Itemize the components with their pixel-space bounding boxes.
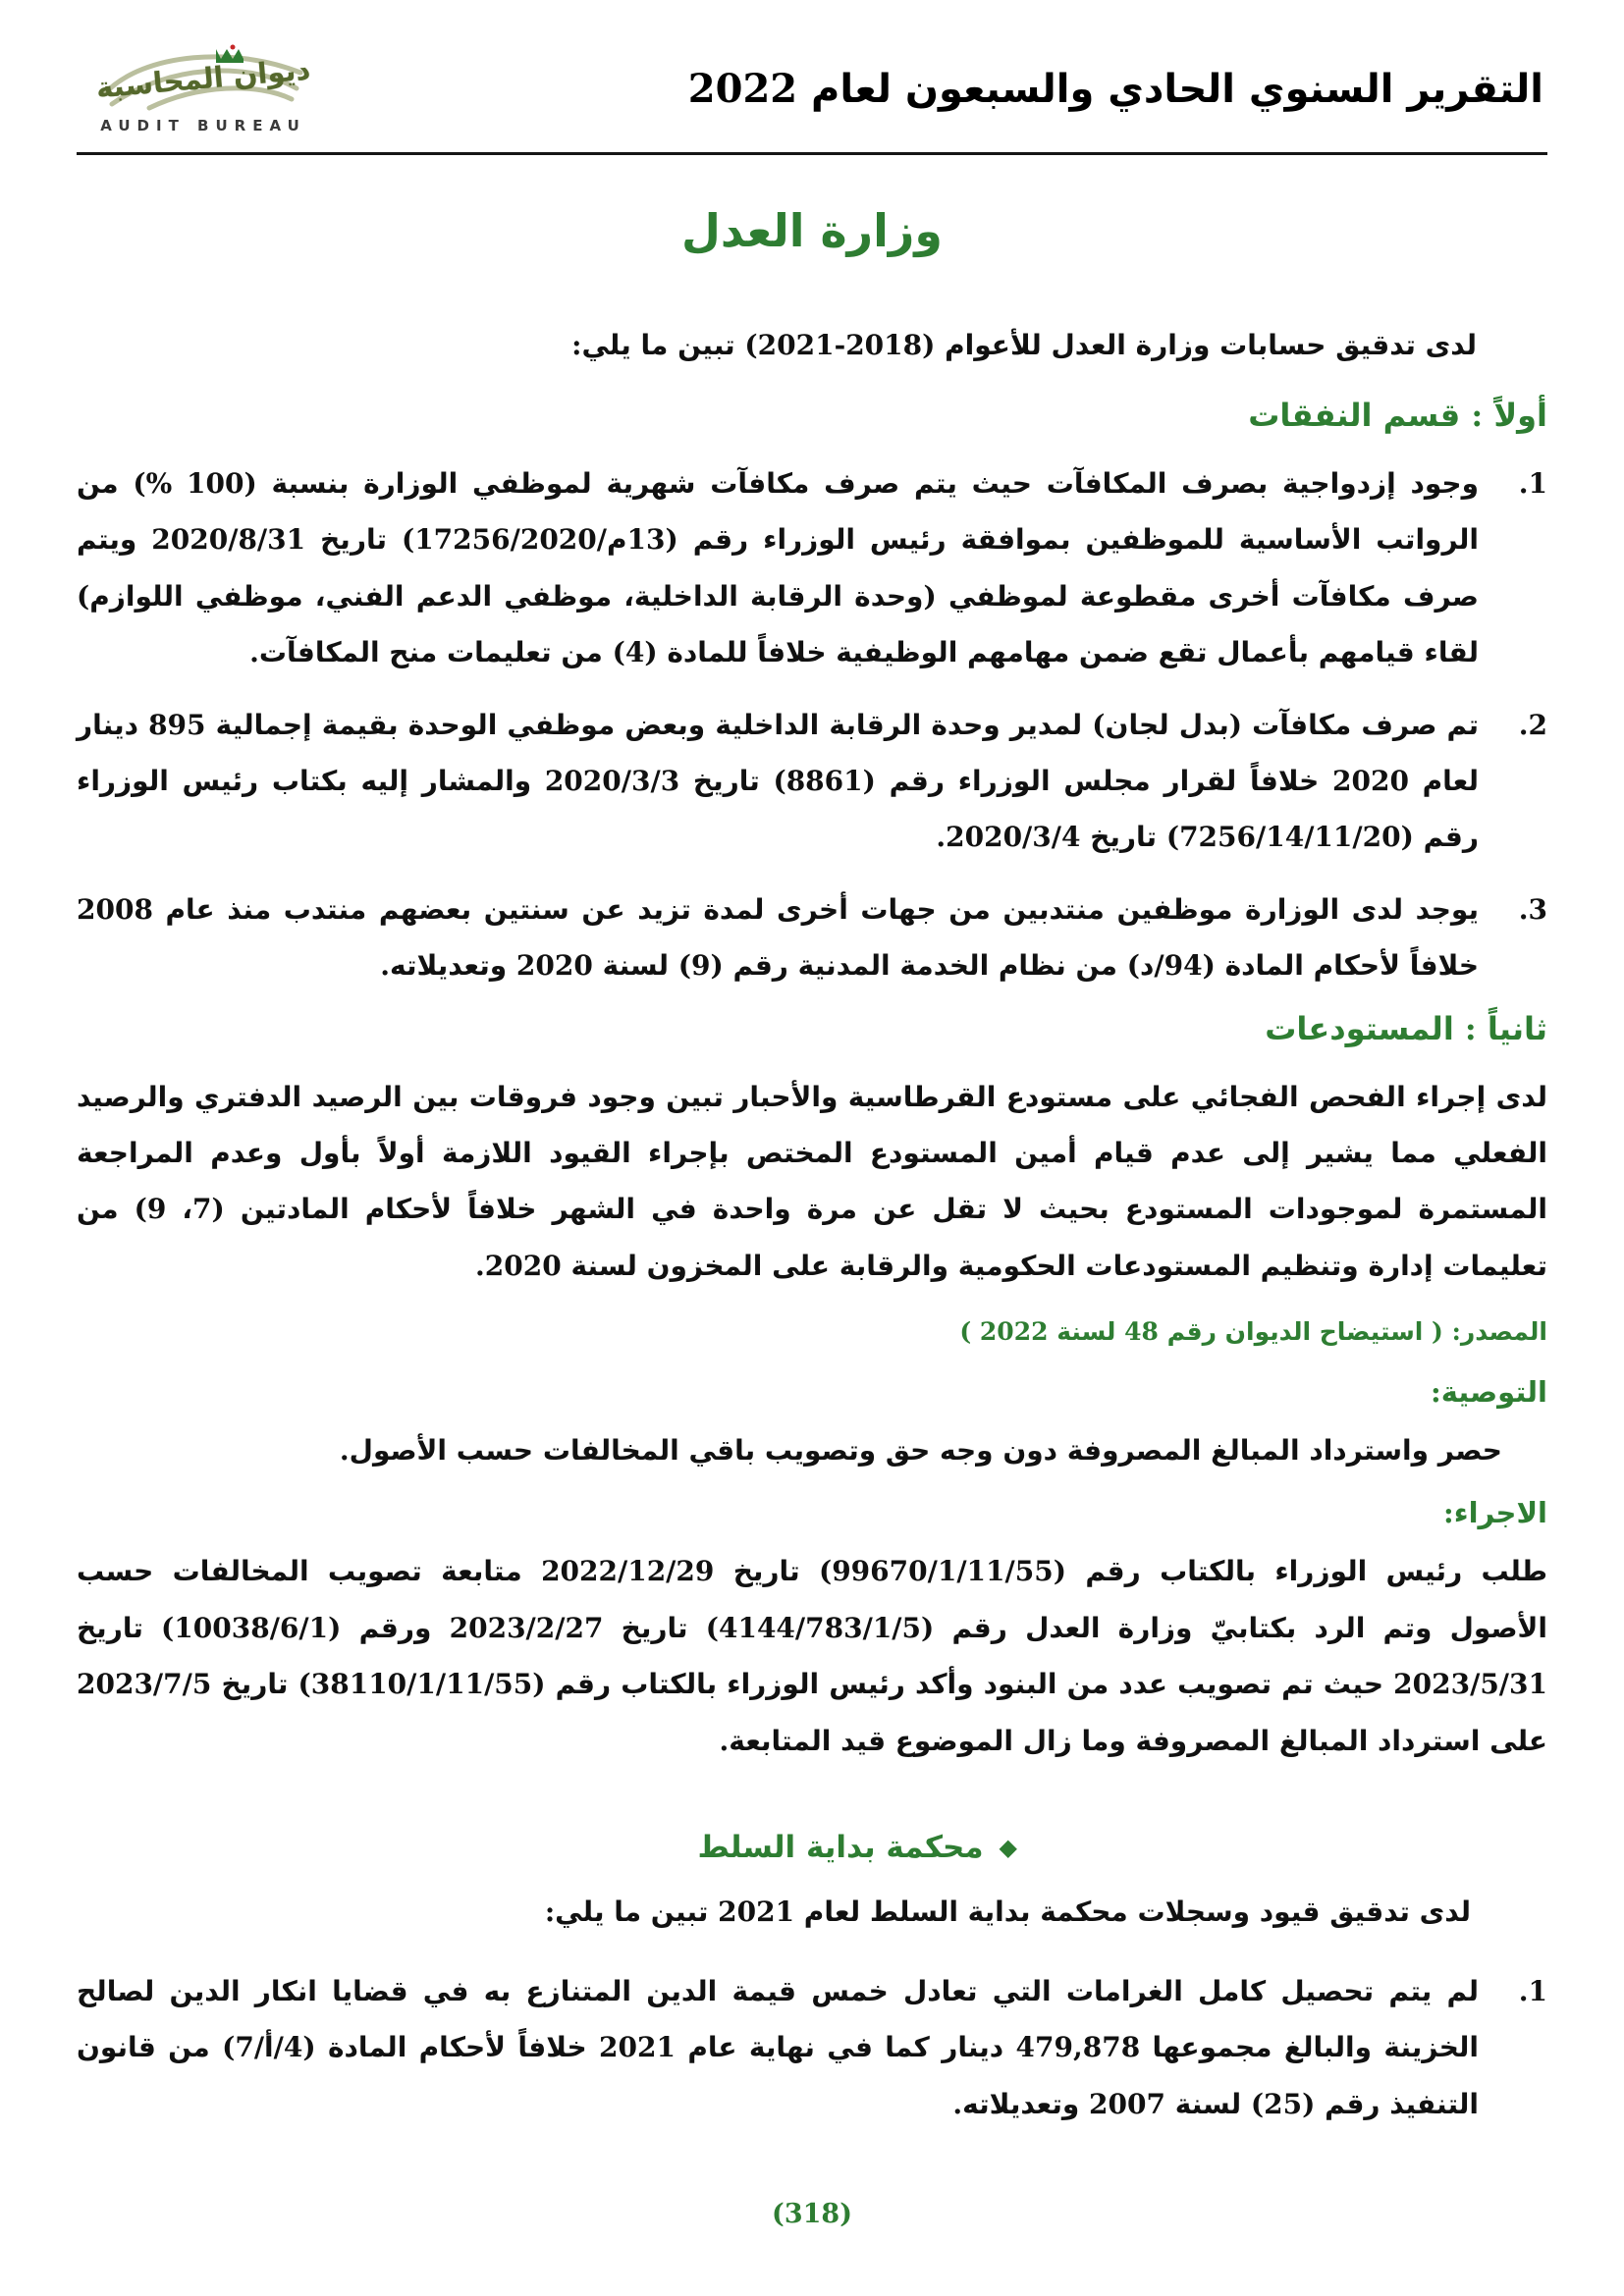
finding-item [77, 1963, 1547, 2132]
source-line: المصدر: ( استيضاح الديوان رقم 48 لسنة 2022 ) [959, 1317, 1547, 1347]
court-findings-list [77, 1963, 1547, 2132]
document-body [77, 204, 1547, 2132]
audit-bureau-logo [81, 43, 326, 134]
diamond-bullet-icon: ◆ [999, 1834, 1017, 1862]
finding-item [77, 697, 1547, 866]
finding-item [77, 455, 1547, 681]
item-number: 3. [1518, 892, 1547, 926]
item-number: 1. [1518, 467, 1547, 500]
item-text: وجود إزدواجية بصرف المكافآت حيث يتم صرف مكافآت شهرية لموظفي الوزارة بنسبة (100 %) من الرواتب الأساسية للموظفين بموافقة رئيس الوزراء رقم (13م/17256/2020) تاريخ 2020/8/31 ويتم صرف مكافآت أخرى مقطوعة لموظفي (وحدة الرقابة الداخلية، موظفي الدعم الفني، موظفي اللوازم) لقاء قيامهم بأعمال تقع ضمن مهامهم الوظيفية خلافاً للمادة (4) من تعليمات منح المكافآت. [77, 467, 1479, 669]
court-intro-paragraph: لدى تدقيق قيود وسجلات محكمة بداية السلط لعام 2021 تبين ما يلي: [544, 1896, 1471, 1929]
item-text: تم صرف مكافآت (بدل لجان) لمدير وحدة الرقابة الداخلية وبعض موظفي الوحدة بقيمة إجمالية 895 دينار لعام 2020 خلافاً لقرار مجلس الوزراء رقم (8861) تاريخ 2020/3/3 والمشار إليه بكتاب رئيس الوزراء رقم (7256/14/11/20) تاريخ 2020/3/4. [77, 708, 1480, 854]
finding-item [77, 881, 1547, 994]
page-title: وزارة العدل [681, 204, 943, 257]
page-header [77, 43, 1547, 155]
section-expenses-heading: أولاً : قسم النفقات [1248, 397, 1547, 434]
logo-calligraphy [90, 43, 316, 114]
item-text: لم يتم تحصيل كامل الغرامات التي تعادل خمس قيمة الدين المتنازع به في قضايا انكار الدين لصالح الخزينة والبالغ مجموعها 479,878 دينار كما في نهاية عام 2021 خلافاً لأحكام المادة (4/أ/7) من قانون التنفيذ رقم (25) لسنة 2007 وتعديلاته. [77, 1975, 1479, 2120]
section-warehouses-heading: ثانياً : المستودعات [1265, 1009, 1547, 1047]
action-text: طلب رئيس الوزراء بالكتاب رقم (99670/1/11/55) تاريخ 2022/12/29 متابعة تصويب المخالفات حسب الأصول وتم الرد بكتابيّ وزارة العدل رقم (4144/783/1/5) تاريخ 2023/2/27 ورقم (10038/6/1) تاريخ 2023/5/31 حيث تم تصويب عدد من البنود وأكد رئيس الوزراء بالكتاب رقم (38110/1/11/55) تاريخ 2023/7/5 على استرداد المبالغ المصروفة وما زال الموضوع قيد المتابعة. [77, 1555, 1547, 1757]
logo-arabic-text: ديوان المحاسبة [94, 52, 312, 105]
report-title: التقرير السنوي الحادي والسبعون لعام 2022 [687, 66, 1543, 112]
recommendation-text: حصر واسترداد المبالغ المصروفة دون وجه حق وتصويب باقي المخالفات حسب الأصول. [339, 1434, 1502, 1468]
warehouses-paragraph: لدى إجراء الفحص الفجائي على مستودع القرطاسية والأحبار تبين وجود فروقات بين الرصيد الدفتري والرصيد الفعلي مما يشير إلى عدم قيام أمين المستودع المختص بإجراء القيود اللازمة أولاً بأول وعدم المراجعة المستمرة لموجودات المستودع بحيث لا تقل عن مرة واحدة في الشهر خلافاً لأحكام المادتين (7، 9) من تعليمات إدارة وتنظيم المستودعات الحكومية والرقابة على المخزون لسنة 2020. [77, 1080, 1548, 1282]
recommendation-heading: التوصية: [1430, 1375, 1547, 1410]
court-heading-text: محكمة بداية السلط [697, 1830, 984, 1866]
expenses-findings-list [77, 455, 1547, 994]
logo-english-text: AUDIT BUREAU [100, 117, 306, 134]
item-text: يوجد لدى الوزارة موظفين منتدبين من جهات أخرى لمدة تزيد عن سنتين بعضهم منتدب منذ عام 2008 خلافاً لأحكام المادة (94/د) من نظام الخدمة المدنية رقم (9) لسنة 2020 وتعديلاته. [77, 892, 1479, 983]
action-heading: الاجراء: [1443, 1496, 1547, 1530]
intro-paragraph: لدى تدقيق حسابات وزارة العدل للأعوام (2018-2021) تبين ما يلي: [571, 329, 1477, 361]
item-number: 2. [1518, 708, 1547, 741]
page-number: (318) [772, 2199, 852, 2229]
page-footer [0, 2199, 1624, 2229]
item-number: 1. [1518, 1975, 1547, 2008]
court-section-heading [77, 1830, 1017, 1865]
